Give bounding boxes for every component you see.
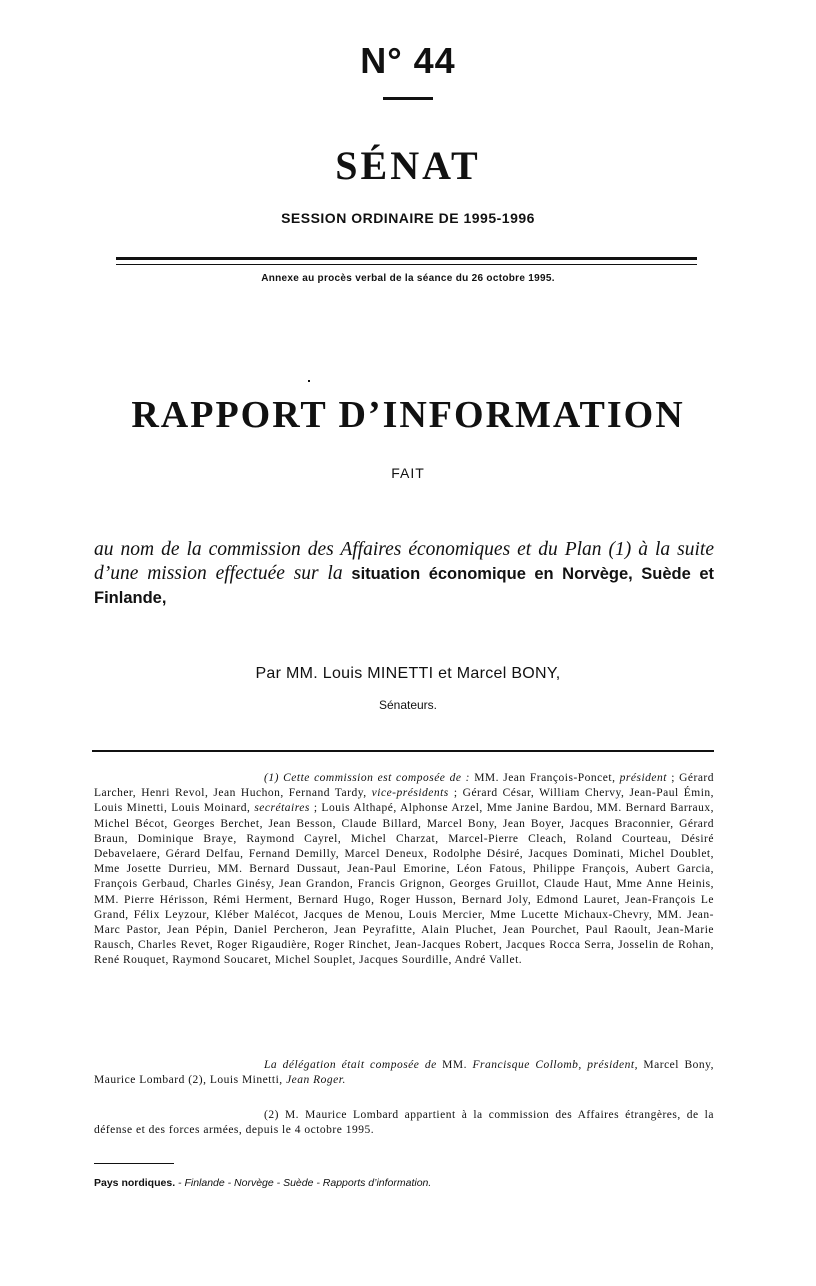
keywords-line: [94, 1177, 714, 1189]
keywords-lead: Pays nordiques.: [94, 1177, 176, 1189]
footnote1-intro: (1) Cette commission est composée de :: [264, 772, 470, 784]
report-title: RAPPORT D’INFORMATION: [131, 394, 685, 436]
fait-label: FAIT: [391, 465, 425, 481]
footnote1-text-d: ; Louis Althapé, Alphonse Arzel, Mme Janine Bardou, MM. Bernard Barraux, Michel Bécot, Georges Berchet, Jean Besson, Claude Billard, Marcel Bony, Jean Boyer, Jacques Braconnier, Gérard Braun, Dominique Braye, Raymond Cayrel, Michel Charzat, Marcel-Pierre Cleach, Roland Courteau, Désiré Debavelaere, Gérard Delfau, Fernand Demilly, Marcel Deneux, Rodolphe Désiré, Jacques Dominati, Michel Doublet, Mme Josette Durrieu, MM. Bernard Dussaut, Jean-Paul Emorine, Léon Fatous, Philippe François, Aubert Garcia, François Gerbaud, Charles Ginésy, Jean Grandon, Francis Grignon, Georges Gruillot, Claude Haut, Mme Anne Heinis, MM. Pierre Hérisson, Rémi Herment, Bernard Hugo, Roger Husson, Bernard Joly, Edmond Lauret, Jean-François Le Grand, Félix Leyzour, Kléber Malécot, Jacques de Menou, Louis Mercier, Mme Lucette Michaux-Chevry, MM. Jean-Marc Pastor, Jean Pépin, Daniel Percheron, Jean Peyrafitte, Alain Pluchet, Jean Pourchet, Paul Raoult, Jean-Marie Rausch, Charles Revet, Roger Rigaudière, Roger Rinchet, Jean-Jacques Robert, Jacques Rocca Serra, Josselin de Rohan, René Rouquet, Raymond Soucaret, Michel Souplet, Jacques Sourdille, André Vallet.: [94, 802, 715, 967]
authors-line: Par MM. Louis MINETTI et Marcel BONY,: [255, 665, 561, 682]
header-rule-thin: [116, 264, 697, 265]
header-rule-thick: [116, 257, 697, 260]
footnote2-text-b: Marcel Bony, Maurice Lombard (2), Louis Minetti,: [94, 1059, 715, 1087]
subject-bold: situation économique en Norvège, Suède et Finlande,: [94, 565, 714, 607]
footnote3-text: (2) M. Maurice Lombard appartient à la commission des Affaires étrangères, de la défense et des forces armées, depuis le 4 octobre 1995.: [94, 1109, 714, 1137]
footnote2-text-a: MM.: [442, 1059, 467, 1071]
footnote-lombard: [94, 1108, 714, 1138]
keywords-rest: - Finlande - Norvège - Suède - Rapports d’information.: [178, 1177, 432, 1189]
footnote2-intro: La délégation était composée de: [264, 1059, 437, 1071]
footnote-separator: [92, 750, 714, 752]
report-subject: [94, 538, 714, 610]
footnote1-text-b: ; Gérard Larcher, Henri Revol, Jean Huchon, Fernand Tardy,: [94, 772, 715, 800]
keywords-rule: [94, 1163, 174, 1164]
footnote1-role-b: vice-présidents: [371, 787, 449, 800]
footnote2-name-a: Francisque Collomb, président,: [472, 1059, 638, 1071]
footnote1-role-a: président: [619, 772, 667, 784]
document-number: N° 44: [360, 40, 456, 81]
chamber-title: SÉNAT: [335, 143, 481, 188]
footnote-commission: [94, 771, 714, 969]
stray-dot: [308, 380, 310, 382]
footnote1-text-a: MM. Jean François-Poncet,: [474, 772, 616, 784]
footnote1-role-c: secrétaires: [254, 802, 310, 815]
authors-role: Sénateurs.: [378, 698, 438, 712]
title-dash: [383, 97, 433, 100]
session-line: SESSION ORDINAIRE DE 1995-1996: [281, 210, 535, 226]
annex-line: Annexe au procès verbal de la séance du 26 octobre 1995.: [261, 273, 555, 284]
footnote1-text-c: ; Gérard César, William Chervy, Jean-Paul Émin, Louis Minetti, Louis Moinard,: [94, 787, 715, 815]
footnote2-name-b: Jean Roger.: [286, 1074, 346, 1087]
footnote-delegation: [94, 1058, 714, 1088]
subject-italic: au nom de la commission des Affaires économiques et du Plan (1) à la suite d’une mission effectuée sur la: [94, 539, 714, 584]
